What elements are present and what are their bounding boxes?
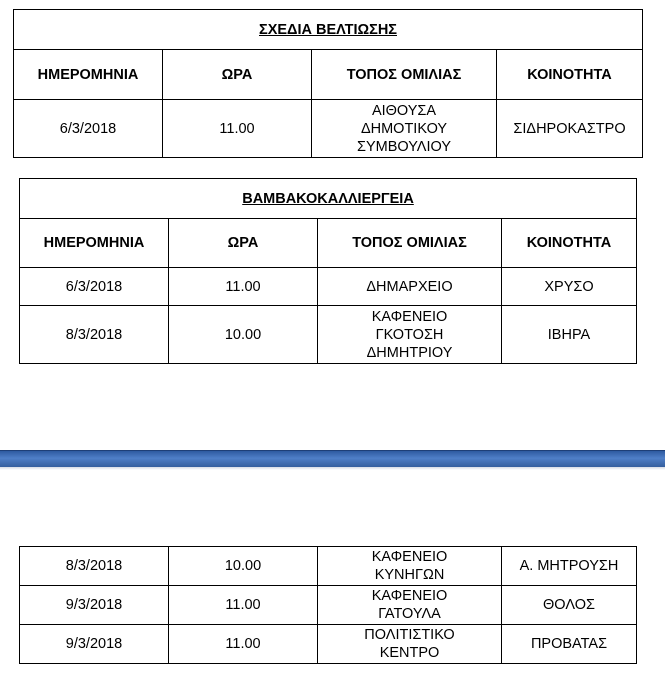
cell-time: 11.00 (169, 625, 318, 664)
cell-venue (318, 547, 502, 586)
venue-line: ΚΥΝΗΓΩΝ (374, 567, 445, 583)
header-venue: ΤΟΠΟΣ ΟΜΙΛΙΑΣ (318, 219, 502, 268)
header-time: ΩΡΑ (163, 50, 312, 100)
cell-venue (312, 100, 497, 158)
cell-community: Α. ΜΗΤΡΟΥΣΗ (502, 547, 637, 586)
cell-community: ΧΡΥΣΟ (502, 268, 637, 306)
venue-line: ΓΚΟΤΟΣΗ (375, 326, 444, 343)
cell-time: 11.00 (169, 268, 318, 306)
table-row (20, 586, 637, 625)
cell-community: ΣΙΔΗΡΟΚΑΣΤΡΟ (497, 100, 643, 158)
header-date: ΗΜΕΡΟΜΗΝΙΑ (14, 50, 163, 100)
header-community: ΚΟΙΝΟΤΗΤΑ (497, 50, 643, 100)
table-sxedia-veltiosis (13, 9, 643, 158)
header-community: ΚΟΙΝΟΤΗΤΑ (502, 219, 637, 268)
cell-community: ΠΡΟΒΑΤΑΣ (502, 625, 637, 664)
cell-time: 11.00 (163, 100, 312, 158)
cell-date: 6/3/2018 (20, 268, 169, 306)
table-row (20, 306, 637, 364)
table-row (14, 100, 643, 158)
cell-venue (318, 268, 502, 306)
cell-date: 6/3/2018 (14, 100, 163, 158)
venue-line: ΑΙΘΟΥΣΑ (371, 102, 437, 119)
cell-venue (318, 586, 502, 625)
cell-time: 10.00 (169, 306, 318, 364)
venue-line: ΔΗΜΑΡΧΕΙΟ (366, 278, 453, 295)
cell-date: 8/3/2018 (20, 306, 169, 364)
table-title: ΒΑΜΒΑΚΟΚΑΛΛΙΕΡΓΕΙΑ (20, 179, 637, 219)
table-continued (19, 546, 637, 664)
page-break-shadow (0, 467, 665, 470)
cell-community: ΙΒΗΡΑ (502, 306, 637, 364)
venue-line: ΚΑΦΕΝΕΙΟ (371, 308, 448, 325)
cell-date: 9/3/2018 (20, 625, 169, 664)
cell-time: 11.00 (169, 586, 318, 625)
venue-line: ΓΑΤΟΥΛΑ (378, 606, 441, 622)
page-break-bar (0, 450, 665, 468)
venue-line: ΚΑΦΕΝΕΙΟ (371, 588, 448, 604)
table-vamvakokalliergeia (19, 178, 637, 364)
table-row (20, 268, 637, 306)
cell-date: 9/3/2018 (20, 586, 169, 625)
cell-community: ΘΟΛΟΣ (502, 586, 637, 625)
cell-venue (318, 625, 502, 664)
cell-time: 10.00 (169, 547, 318, 586)
venue-line: ΚΕΝΤΡΟ (379, 645, 440, 661)
venue-line: ΔΗΜΟΤΙΚΟΥ (360, 120, 448, 137)
cell-venue (318, 306, 502, 364)
venue-line: ΚΑΦΕΝΕΙΟ (371, 549, 448, 565)
header-date: ΗΜΕΡΟΜΗΝΙΑ (20, 219, 169, 268)
header-venue: ΤΟΠΟΣ ΟΜΙΛΙΑΣ (312, 50, 497, 100)
table-row (20, 547, 637, 586)
venue-line: ΣΥΜΒΟΥΛΙΟΥ (357, 138, 451, 155)
table-title: ΣΧΕΔΙΑ ΒΕΛΤΙΩΣΗΣ (14, 10, 643, 50)
table-row (20, 625, 637, 664)
header-time: ΩΡΑ (169, 219, 318, 268)
cell-date: 8/3/2018 (20, 547, 169, 586)
venue-line: ΔΗΜΗΤΡΙΟΥ (366, 344, 453, 361)
venue-line: ΠΟΛΙΤΙΣΤΙΚΟ (364, 627, 455, 643)
